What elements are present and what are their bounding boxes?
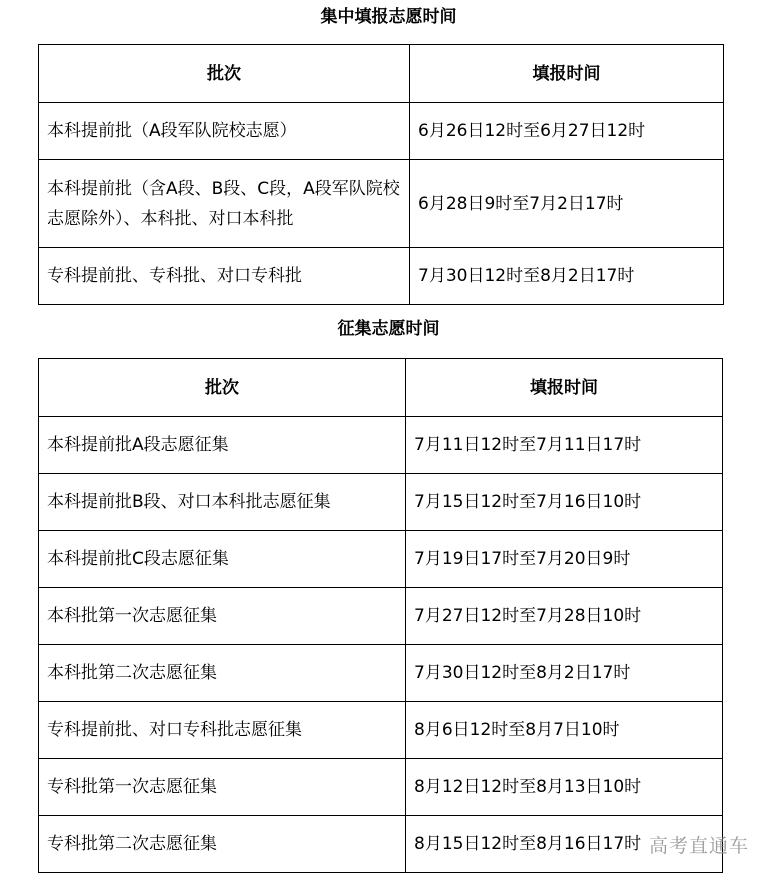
time-cell: 7月27日12时至7月28日10时 — [406, 588, 723, 645]
solicitation-schedule-table — [38, 358, 723, 873]
table-row — [39, 645, 723, 702]
batch-cell: 专科提前批、对口专科批志愿征集 — [39, 702, 406, 759]
time-cell: 7月30日12时至8月2日17时 — [406, 645, 723, 702]
header-batch: 批次 — [39, 359, 406, 417]
watermark: 高考直通车 — [648, 835, 749, 857]
batch-cell: 本科批第一次志愿征集 — [39, 588, 406, 645]
time-cell: 8月12日12时至8月13日10时 — [406, 759, 723, 816]
table-row — [39, 474, 723, 531]
batch-cell: 专科批第一次志愿征集 — [39, 759, 406, 816]
header-time: 填报时间 — [410, 45, 724, 103]
time-cell: 8月15日12时至8月16日17时 — [406, 816, 723, 873]
time-cell: 7月19日17时至7月20日9时 — [406, 531, 723, 588]
time-cell: 6月28日9时至7月2日17时 — [410, 160, 724, 248]
batch-cell: 本科提前批C段志愿征集 — [39, 531, 406, 588]
table-header-row — [39, 45, 724, 103]
table-row — [39, 248, 724, 305]
table-row — [39, 160, 724, 248]
table-row — [39, 702, 723, 759]
batch-cell: 本科提前批A段志愿征集 — [39, 417, 406, 474]
time-cell: 6月26日12时至6月27日12时 — [410, 103, 724, 160]
batch-cell: 本科批第二次志愿征集 — [39, 645, 406, 702]
batch-cell: 本科提前批（A段军队院校志愿） — [39, 103, 410, 160]
concentrated-schedule-table — [38, 44, 724, 305]
section-title-solicitation: 征集志愿时间 — [337, 319, 440, 339]
table-row — [39, 103, 724, 160]
time-cell: 7月30日12时至8月2日17时 — [410, 248, 724, 305]
table-row — [39, 588, 723, 645]
batch-cell: 专科提前批、专科批、对口专科批 — [39, 248, 410, 305]
table-row — [39, 417, 723, 474]
batch-cell: 专科批第二次志愿征集 — [39, 816, 406, 873]
section-title-concentrated: 集中填报志愿时间 — [320, 7, 457, 27]
time-cell: 8月6日12时至8月7日10时 — [406, 702, 723, 759]
header-time: 填报时间 — [406, 359, 723, 417]
time-cell: 7月11日12时至7月11日17时 — [406, 417, 723, 474]
batch-cell: 本科提前批（含A段、B段、C段，A段军队院校志愿除外）、本科批、对口本科批 — [39, 160, 410, 248]
table-row — [39, 759, 723, 816]
time-cell: 7月15日12时至7月16日10时 — [406, 474, 723, 531]
table-row — [39, 531, 723, 588]
batch-cell: 本科提前批B段、对口本科批志愿征集 — [39, 474, 406, 531]
table-header-row — [39, 359, 723, 417]
header-batch: 批次 — [39, 45, 410, 103]
table-row — [39, 816, 723, 873]
